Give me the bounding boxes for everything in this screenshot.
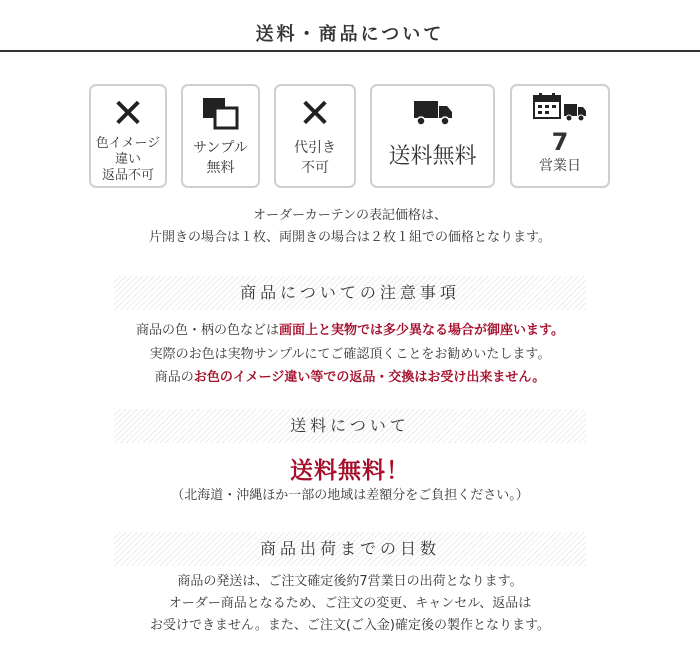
days-label: 営業日 — [539, 158, 581, 174]
price-note-line2: 片開きの場合は１枚、両開きの場合は２枚１組での価格となります。 — [149, 230, 551, 245]
sample-free-card — [181, 84, 260, 188]
product-note-line1-emphasis: 画面上と実物では多少異なる場合が御座います。 — [279, 323, 564, 338]
product-note-line2: 実際のお色は実物サンプルにてご確認頂くことをお勧めいたします。 — [149, 347, 551, 362]
product-note-line1-text: 商品の色・柄の色などは — [136, 323, 280, 338]
days-number: 7 — [551, 128, 569, 156]
product-notes-heading: 商品についての注意事項 — [114, 276, 586, 310]
page-title: 送料・商品について — [255, 24, 445, 45]
sample-line1: サンプル — [193, 140, 248, 156]
no-return-line2: 違い — [114, 152, 141, 167]
delivery-line2: オーダー商品となるため、ご注文の変更、キャンセル、返品は — [168, 596, 532, 611]
delivery-line1: 商品の発送は、ご注文確定後約7営業日の出荷となります。 — [177, 574, 523, 589]
overlapping-squares-icon — [183, 96, 258, 130]
shipping-note: （北海道・沖縄ほか一部の地域は差額分をご負担ください。） — [171, 488, 529, 503]
no-cod-card — [274, 84, 356, 188]
product-note-line3-text: 商品の — [154, 370, 194, 385]
calendar-truck-icon — [512, 92, 608, 124]
title-divider — [0, 50, 700, 52]
x-mark-icon: ✕ — [111, 91, 145, 137]
product-note-line3 — [0, 367, 700, 389]
shipping-heading: 送料について — [114, 409, 586, 443]
product-note-line1 — [0, 320, 700, 342]
free-shipping-banner: 送料無料！ — [290, 458, 410, 484]
no-cod-line1: 代引き — [294, 140, 336, 156]
no-return-line1: 色イメージ — [95, 136, 161, 151]
business-days-card — [510, 84, 610, 188]
delivery-line3: お受けできません。また、ご注文(ご入金)確定後の製作となります。 — [150, 618, 550, 633]
price-note-line1: オーダーカーテンの表記価格は、 — [252, 208, 448, 223]
delivery-heading: 商品出荷までの日数 — [114, 532, 586, 566]
free-shipping-card — [370, 84, 495, 188]
no-return-card — [89, 84, 167, 188]
x-mark-icon: ✕ — [298, 91, 332, 137]
truck-icon — [372, 98, 493, 128]
no-cod-line2: 不可 — [301, 160, 329, 176]
sample-line2: 無料 — [206, 160, 235, 176]
free-shipping-label: 送料無料 — [388, 144, 477, 169]
no-return-line3: 返品不可 — [101, 168, 154, 183]
product-note-line3-emphasis: お色のイメージ違い等での返品・交換はお受け出来ません。 — [193, 370, 546, 385]
